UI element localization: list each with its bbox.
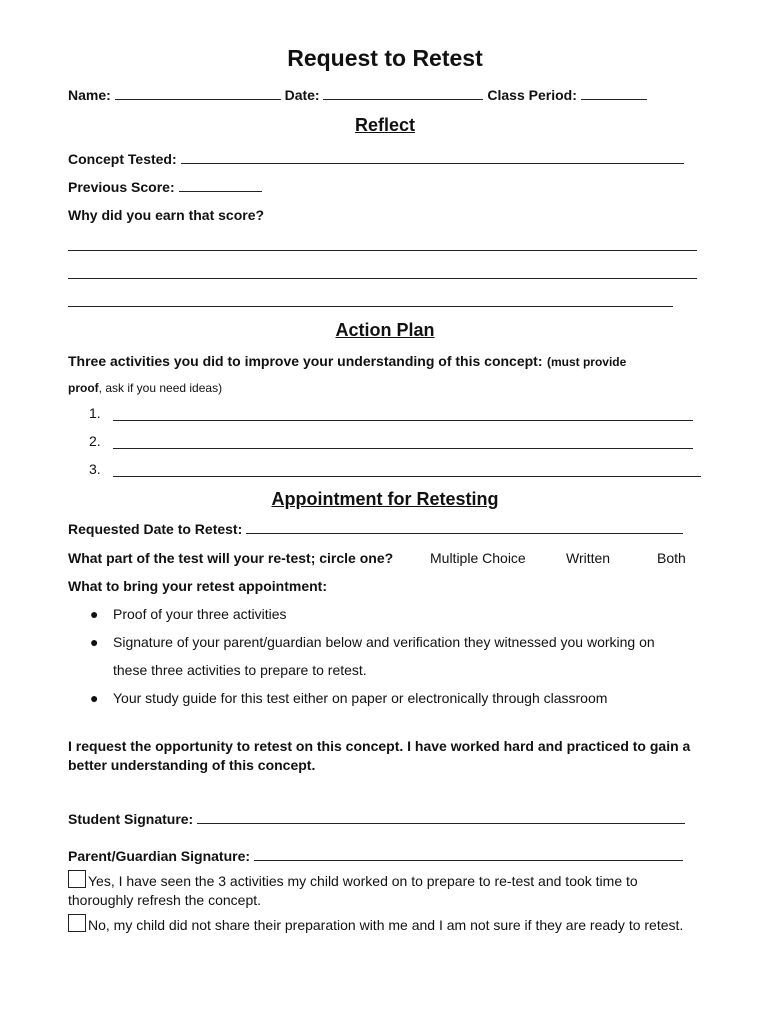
request-statement: I request the opportunity to retest on this concept. I have worked hard and practiced to gain a better understanding of this concept. xyxy=(68,738,691,773)
appointment-heading: Appointment for Retesting xyxy=(271,489,499,509)
action-plan-prompt-text: Three activities you did to improve your understanding of this concept: xyxy=(68,353,543,369)
why-answer-line-3[interactable] xyxy=(68,306,673,307)
activity-number-1: 1. xyxy=(89,405,101,421)
action-plan-note-a: (must provide xyxy=(546,355,627,369)
yes-option xyxy=(68,870,698,910)
parent-signature-field[interactable] xyxy=(254,859,683,861)
previous-score-label: Previous Score: xyxy=(68,179,175,195)
bring-item-2-continued: these three activities to prepare to retest. xyxy=(113,662,367,678)
bullet-1: ● xyxy=(90,606,99,622)
action-plan-note-rest: , ask if you need ideas) xyxy=(98,381,223,395)
why-answer-line-2[interactable] xyxy=(68,278,697,279)
bring-item-3: Your study guide for this test either on paper or electronically through classroom xyxy=(113,690,608,706)
yes-checkbox[interactable] xyxy=(68,870,86,888)
student-signature-row xyxy=(68,811,685,827)
bring-label: What to bring your retest appointment: xyxy=(68,578,327,594)
no-checkbox[interactable] xyxy=(68,914,86,932)
no-option-text: No, my child did not share their preparation with me and I am not sure if they are ready to retest. xyxy=(88,917,684,933)
no-option xyxy=(68,914,698,935)
why-answer-line-1[interactable] xyxy=(68,250,697,251)
activity-number-2: 2. xyxy=(89,433,101,449)
concept-field[interactable] xyxy=(181,162,684,164)
bring-item-2: Signature of your parent/guardian below and verification they witnessed you working on xyxy=(113,634,655,650)
activity-number-3: 3. xyxy=(89,461,101,477)
retest-date-label: Requested Date to Retest: xyxy=(68,521,243,537)
previous-score-row xyxy=(68,179,262,195)
why-label: Why did you earn that score? xyxy=(68,207,265,223)
name-label: Name: xyxy=(68,87,111,103)
retest-date-field[interactable] xyxy=(246,532,683,534)
date-field[interactable] xyxy=(323,98,483,100)
bullet-3: ● xyxy=(90,690,99,706)
page-title: Request to Retest xyxy=(287,45,483,71)
header-fields-row xyxy=(68,87,647,103)
reflect-heading: Reflect xyxy=(354,115,416,135)
test-part-label: What part of the test will your re-test; circle one? xyxy=(68,550,394,566)
class-period-field[interactable] xyxy=(581,98,647,100)
option-multiple-choice[interactable]: Multiple Choice xyxy=(430,550,526,566)
bring-item-1: Proof of your three activities xyxy=(113,606,287,622)
activity-line-3[interactable] xyxy=(113,476,701,477)
action-plan-note xyxy=(68,381,222,395)
retest-date-row xyxy=(68,521,683,537)
concept-label: Concept Tested: xyxy=(68,151,177,167)
previous-score-field[interactable] xyxy=(179,190,262,192)
parent-signature-row xyxy=(68,848,683,864)
class-period-label: Class Period: xyxy=(487,87,577,103)
parent-signature-label: Parent/Guardian Signature: xyxy=(68,848,251,864)
name-field[interactable] xyxy=(115,98,281,100)
date-label: Date: xyxy=(284,87,320,103)
bullet-2: ● xyxy=(90,634,99,650)
activity-line-1[interactable] xyxy=(113,420,693,421)
action-plan-prompt xyxy=(68,353,626,371)
option-written[interactable]: Written xyxy=(566,550,611,566)
concept-row xyxy=(68,151,684,167)
action-plan-note-b: proof xyxy=(68,381,99,395)
yes-option-text: Yes, I have seen the 3 activities my child worked on to prepare to re-test and took time to thoroughly refresh the concept. xyxy=(68,873,638,908)
option-both[interactable]: Both xyxy=(657,550,686,566)
student-signature-field[interactable] xyxy=(197,822,685,824)
action-plan-heading: Action Plan xyxy=(335,320,435,340)
activity-line-2[interactable] xyxy=(113,448,693,449)
student-signature-label: Student Signature: xyxy=(68,811,194,827)
